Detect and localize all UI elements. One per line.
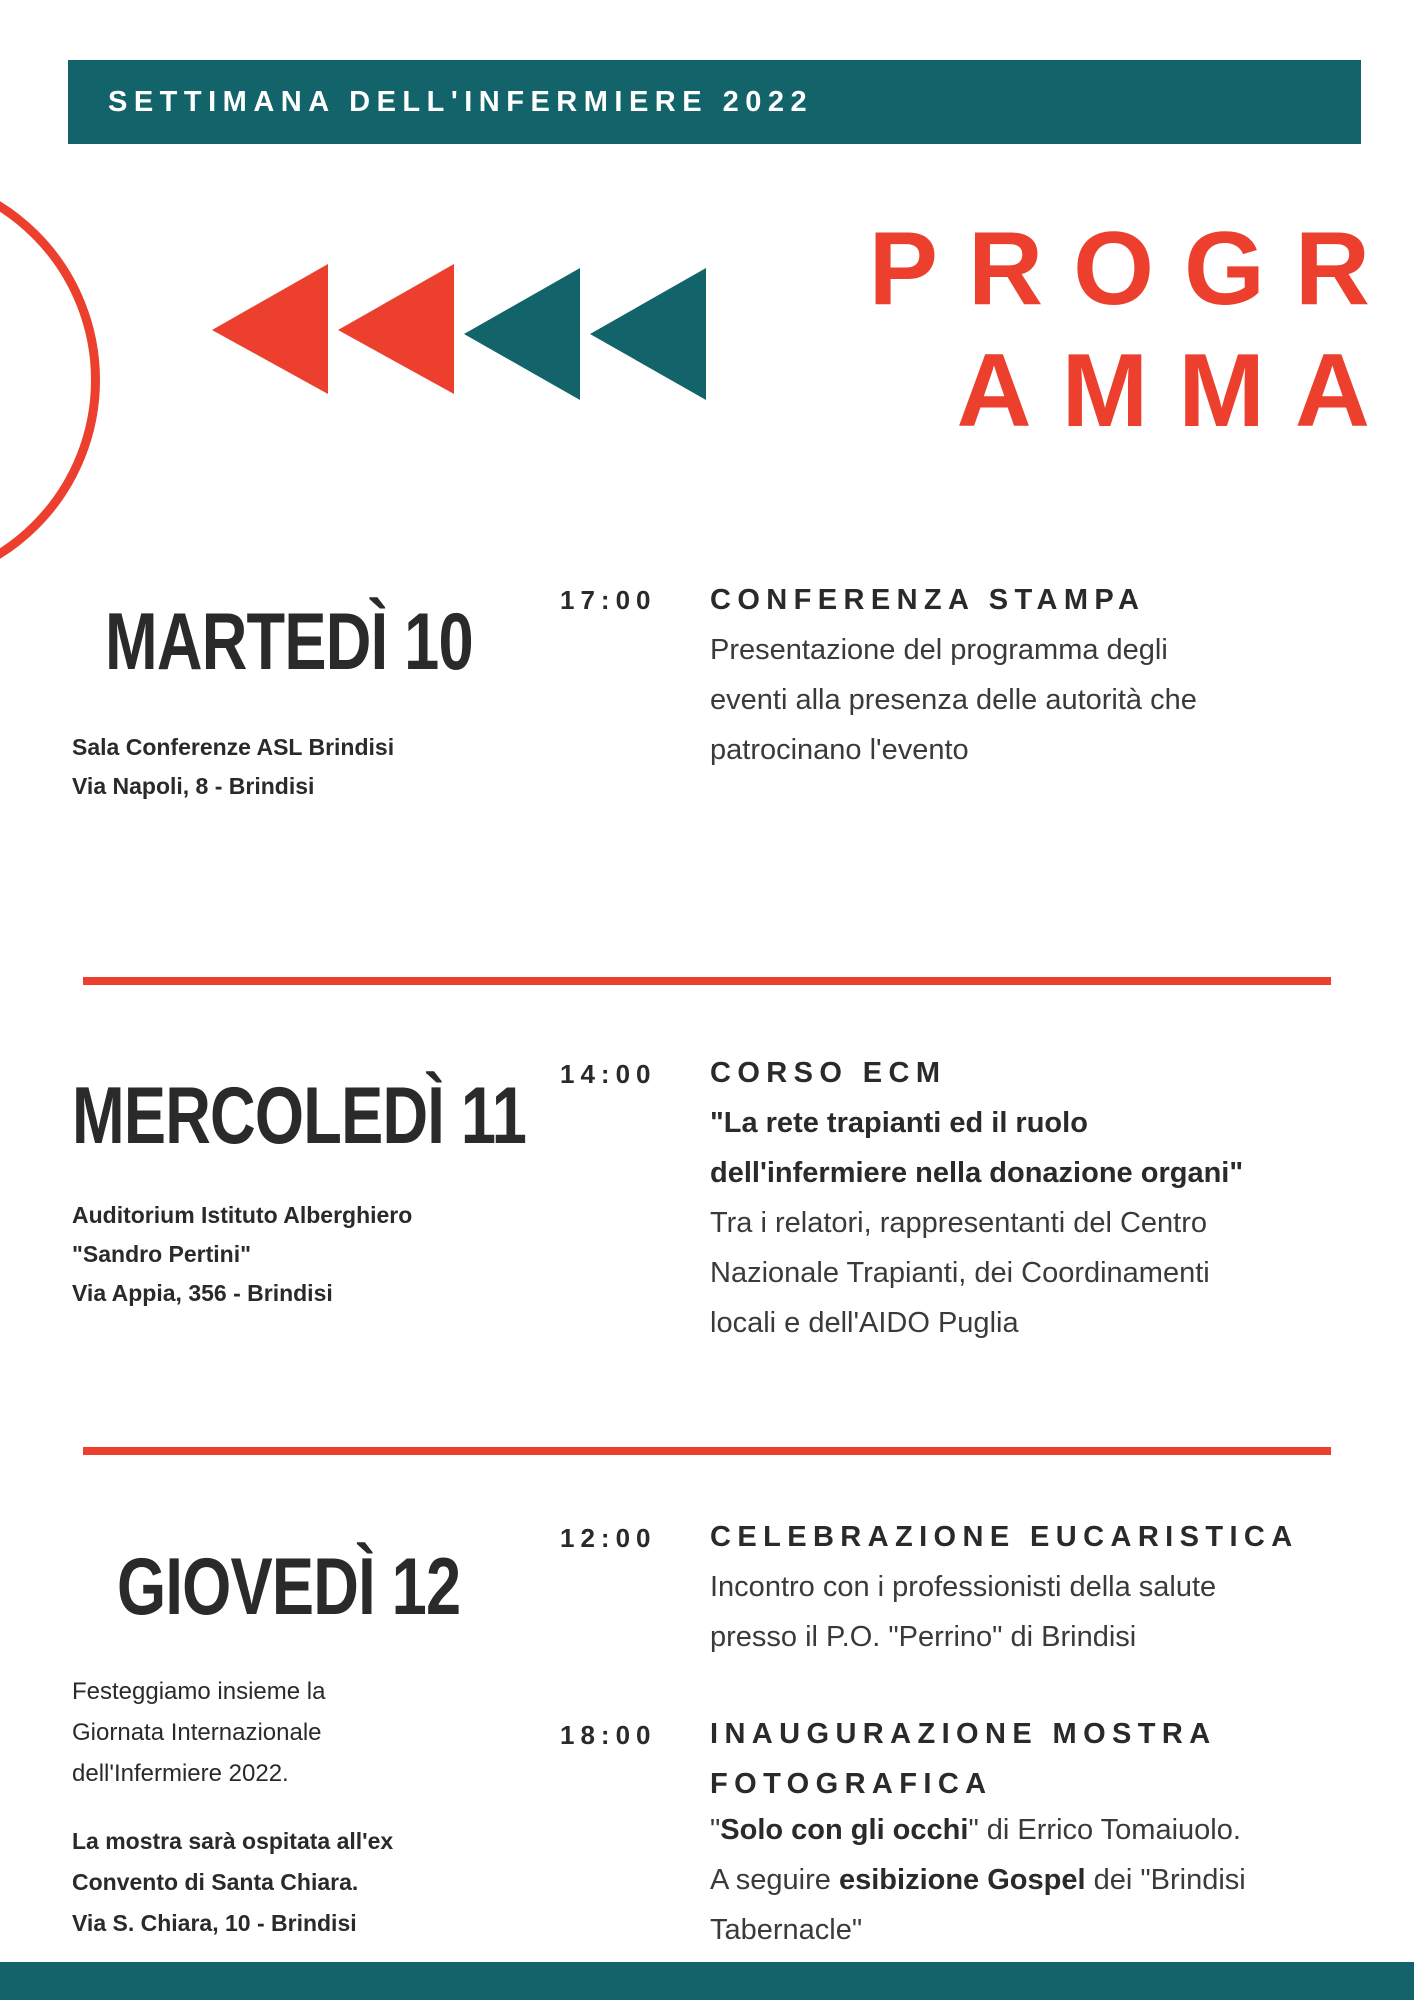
- event-title: CONFERENZA STAMPA: [710, 584, 1146, 616]
- intro-line: dell'Infermiere 2022.: [72, 1760, 289, 1787]
- event-time: 17:00: [560, 585, 657, 615]
- event-description-line: Presentazione del programma degli: [710, 634, 1168, 666]
- event-title-line: FOTOGRAFICA: [710, 1768, 993, 1800]
- venue-line: Via S. Chiara, 10 - Brindisi: [72, 1910, 357, 1936]
- page-title-line-2: AMMA: [956, 333, 1400, 449]
- event-time: 18:00: [560, 1720, 657, 1750]
- day-heading-mercoledi: MERCOLEDÌ 11: [72, 1071, 527, 1161]
- event-title: [710, 1709, 1350, 1809]
- day-heading-martedi: MARTEDÌ 10: [105, 597, 473, 687]
- intro-line: Giornata Internazionale: [72, 1719, 322, 1746]
- event-description-line: Tabernacle": [710, 1914, 863, 1946]
- intro-text: [72, 1671, 325, 1794]
- venue-line: Convento di Santa Chiara.: [72, 1869, 359, 1895]
- event-description-line: eventi alla presenza delle autorità che: [710, 684, 1197, 716]
- event-description-line: "Solo con gli occhi" di Errico Tomaiuolo.: [710, 1814, 1241, 1846]
- venue-martedi: [72, 728, 394, 806]
- section-divider: [83, 977, 1331, 985]
- event-description-line: Tra i relatori, rappresentanti del Centro: [710, 1207, 1207, 1239]
- event-description-line: A seguire esibizione Gospel dei "Brindisi: [710, 1864, 1246, 1896]
- page-title-line-1: PROGR: [868, 211, 1400, 327]
- arrow-triangle-4: [590, 268, 706, 400]
- event-description-line: Incontro con i professionisti della salute: [710, 1571, 1217, 1603]
- header-banner: [68, 60, 1361, 144]
- intro-line: Festeggiamo insieme la: [72, 1678, 326, 1705]
- event-description: [710, 1098, 1350, 1348]
- event-description-line: presso il P.O. "Perrino" di Brindisi: [710, 1621, 1137, 1653]
- event-subtitle-line: "La rete trapianti ed il ruolo: [710, 1107, 1088, 1139]
- event-description: [710, 1562, 1350, 1662]
- venue-line: Via Napoli, 8 - Brindisi: [72, 773, 315, 799]
- event-time: 12:00: [560, 1523, 657, 1553]
- event-subtitle-line: dell'infermiere nella donazione organi": [710, 1157, 1244, 1189]
- event-time: 14:00: [560, 1059, 657, 1089]
- event-description: [710, 625, 1350, 775]
- decorative-arrows: [212, 262, 712, 402]
- event-description-line: patrocinano l'evento: [710, 734, 969, 766]
- venue-line: La mostra sarà ospitata all'ex: [72, 1828, 394, 1854]
- arrow-triangle-3: [464, 268, 580, 400]
- section-divider: [83, 1447, 1331, 1455]
- day-heading-giovedi: GIOVEDÌ 12: [117, 1542, 461, 1632]
- event-title: CELEBRAZIONE EUCARISTICA: [710, 1521, 1299, 1553]
- footer-band: [0, 1962, 1414, 2000]
- venue-line: Sala Conferenze ASL Brindisi: [72, 734, 395, 760]
- event-title: CORSO ECM: [710, 1057, 947, 1089]
- page-title: [868, 208, 1400, 452]
- arrow-triangle-2: [338, 264, 454, 394]
- event-description: [710, 1805, 1350, 1955]
- venue-mercoledi: [72, 1196, 412, 1313]
- venue-giovedi: [72, 1821, 393, 1944]
- venue-line: Auditorium Istituto Alberghiero: [72, 1202, 413, 1228]
- arrow-triangle-1: [212, 264, 328, 394]
- event-description-line: Nazionale Trapianti, dei Coordinamenti: [710, 1257, 1210, 1289]
- event-title-line: INAUGURAZIONE MOSTRA: [710, 1718, 1217, 1750]
- decorative-ring: [0, 170, 100, 590]
- banner-title: SETTIMANA DELL'INFERMIERE 2022: [108, 86, 814, 118]
- event-description-line: locali e dell'AIDO Puglia: [710, 1307, 1019, 1339]
- venue-line: "Sandro Pertini": [72, 1241, 252, 1267]
- venue-line: Via Appia, 356 - Brindisi: [72, 1280, 333, 1306]
